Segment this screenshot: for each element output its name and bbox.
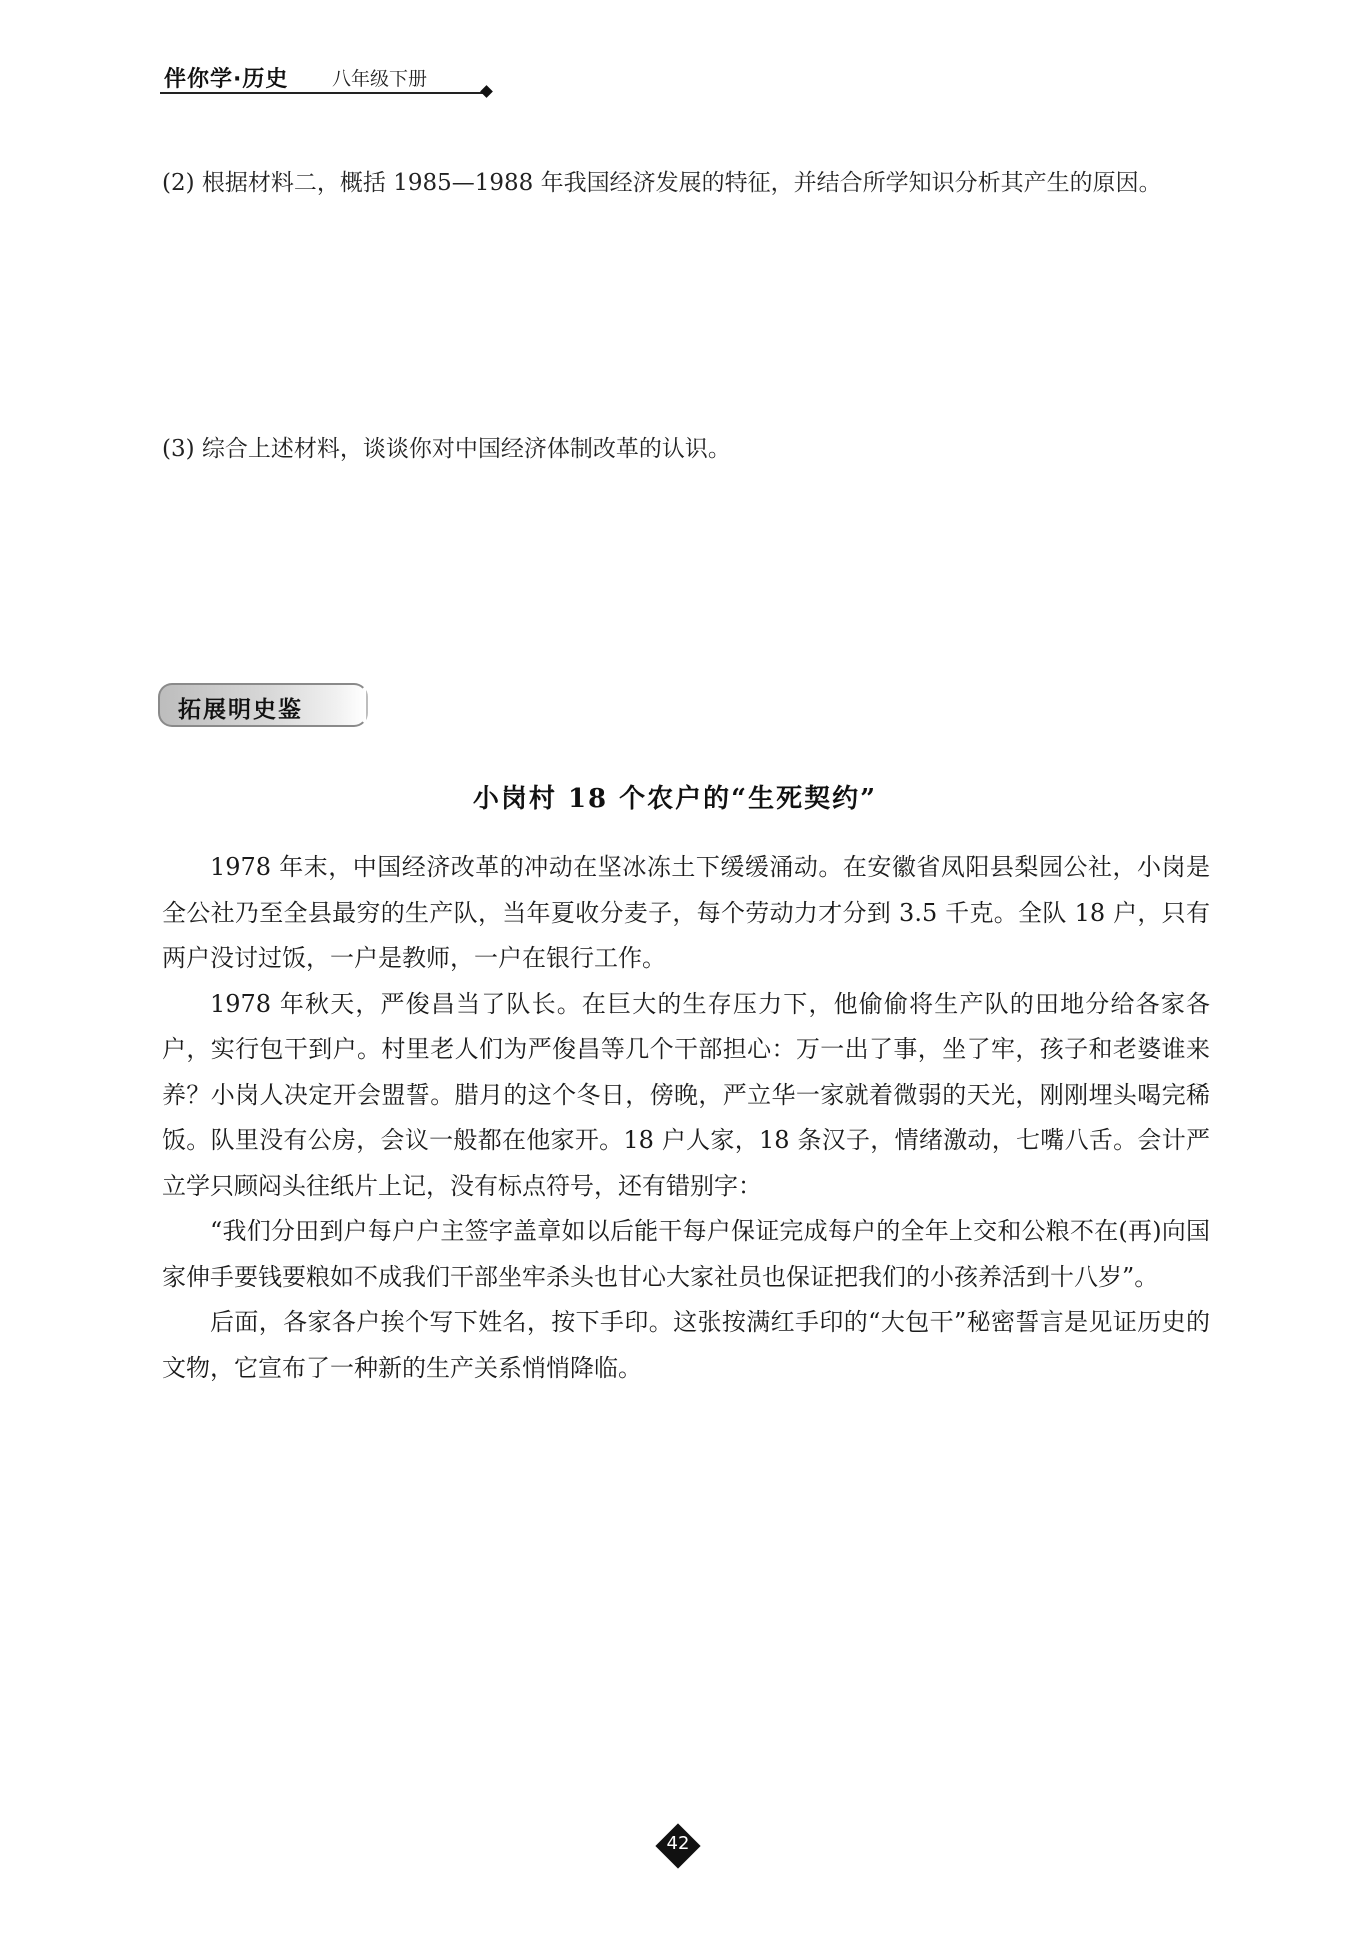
book-title: 伴你学·历史 bbox=[164, 67, 289, 92]
running-header bbox=[160, 58, 500, 94]
page-number: 42 bbox=[666, 1833, 690, 1854]
section-badge bbox=[158, 683, 368, 727]
article-title: 小岗村 18 个农户的“生死契约” bbox=[472, 784, 878, 814]
book-subtitle: 八年级下册 bbox=[332, 68, 428, 90]
article-paragraph: “我们分田到户每户户主签字盖章如以后能干每户保证完成每户的全年上交和公粮不在(再)向国家伸手要钱要粮如不成我们干部坐牢杀头也甘心大家社员也保证把我们的小孩养活到十八岁”。 bbox=[162, 1217, 1210, 1291]
section-badge-label: 拓展明史鉴 bbox=[178, 697, 303, 723]
header-diamond-icon bbox=[480, 85, 493, 98]
header-rule bbox=[160, 92, 486, 94]
page-number-badge bbox=[656, 1824, 700, 1868]
article-paragraph: 1978 年秋天，严俊昌当了队长。在巨大的生存压力下，他偷偷将生产队的田地分给各家各户，实行包干到户。村里老人们为严俊昌等几个干部担心：万一出了事，坐了牢，孩子和老婆谁来养？小岗人决定开会盟誓。腊月的这个冬日，傍晚，严立华一家就着微弱的天光，刚刚埋头喝完稀饭。队里没有公房，会议一般都在他家开。18 户人家，18 条汉子，情绪激动，七嘴八舌。会计严立学只顾闷头往纸片上记，没有标点符号，还有错别字： bbox=[162, 989, 1210, 1200]
article-body bbox=[162, 845, 1210, 1391]
question-2: (2) 根据材料二，概括 1985—1988 年我国经济发展的特征，并结合所学知识分析其产生的原因。 bbox=[162, 170, 1162, 196]
article-paragraph: 1978 年末，中国经济改革的冲动在坚冰冻土下缓缓涌动。在安徽省凤阳县梨园公社，小岗是全公社乃至全县最穷的生产队，当年夏收分麦子，每个劳动力才分到 3.5 千克。全队 18 户，只有两户没讨过饭，一户是教师，一户在银行工作。 bbox=[162, 853, 1210, 972]
article-paragraph: 后面，各家各户挨个写下姓名，按下手印。这张按满红手印的“大包干”秘密誓言是见证历史的文物，它宣布了一种新的生产关系悄悄降临。 bbox=[162, 1308, 1210, 1382]
question-3: (3) 综合上述材料，谈谈你对中国经济体制改革的认识。 bbox=[162, 436, 731, 462]
